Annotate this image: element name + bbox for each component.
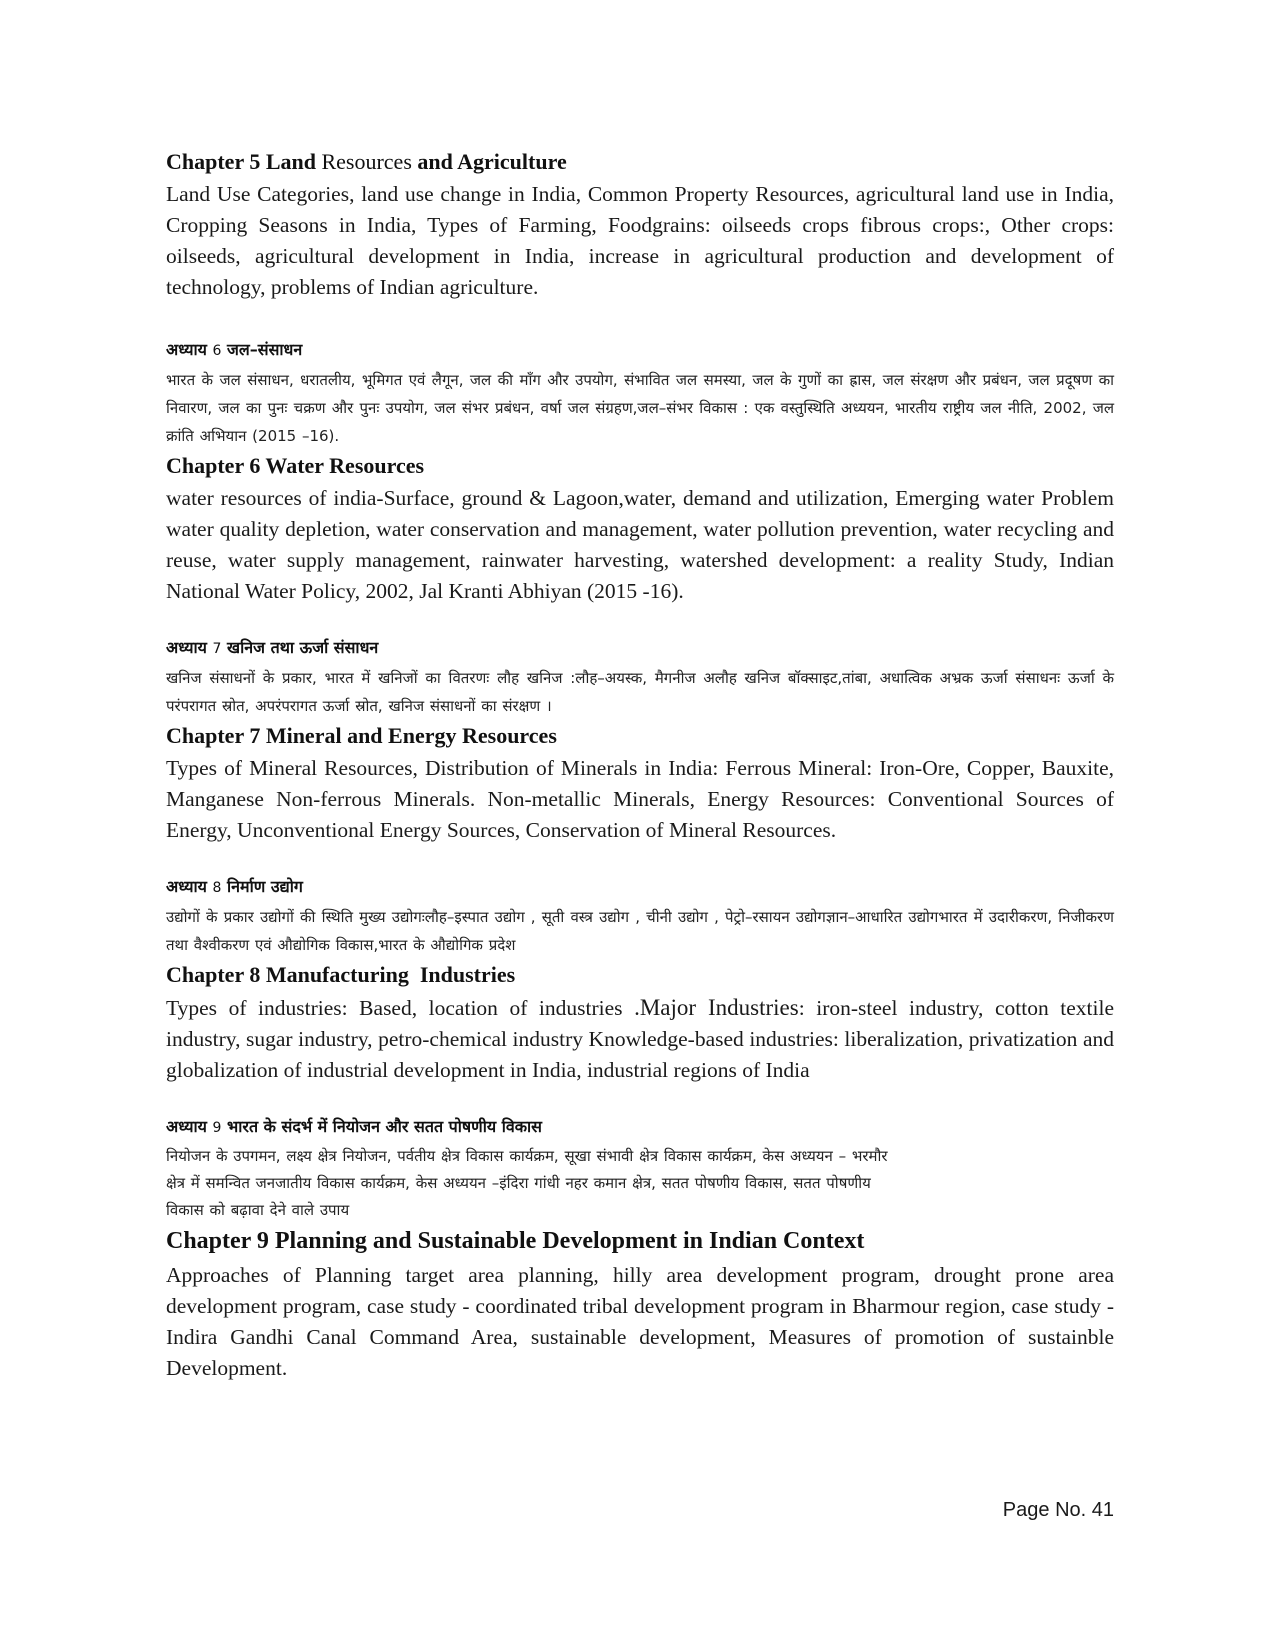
- chapter-8-body: [166, 992, 1114, 1086]
- chapter-8-title-text: Chapter 8 Manufacturing Industries: [166, 962, 516, 987]
- page-number: Page No. 41: [1002, 1499, 1114, 1521]
- chapter-5-title-part-2: Resources: [315, 149, 418, 174]
- chapter-7-hindi-section: [166, 637, 1114, 720]
- chapter-5-section: [166, 148, 1114, 303]
- chapter-7-hindi-title: [166, 637, 1114, 660]
- chapter-9-hindi-title: [166, 1116, 1114, 1139]
- chapter-5-title-part-3: and Agriculture: [417, 149, 567, 174]
- chapter-6-title-text: Chapter 6 Water Resources: [166, 453, 425, 478]
- chapter-9-hindi-section: [166, 1116, 1114, 1224]
- chapter-6-hindi-section: [166, 339, 1114, 450]
- chapter-7-hindi-number: 7: [212, 641, 222, 657]
- chapter-9-hindi-label: अध्याय: [166, 1117, 207, 1136]
- chapter-8-body-major-industries: .Major Industries: [634, 995, 799, 1020]
- chapter-8-hindi-number: 8: [212, 880, 222, 896]
- chapter-8-hindi-section: [166, 876, 1114, 959]
- chapter-7-title: [166, 722, 1114, 750]
- chapter-7-section: [166, 722, 1114, 846]
- chapter-7-body: Types of Mineral Resources, Distribution of Minerals in India: Ferrous Mineral: Iron-Ore, Copper, Bauxite, Manganese Non-ferrous Minerals. Non-metallic Minerals, Energy Resources: Conventional Sources of Energy, Unconventional Energy Sources, Conservation of Mineral Resources.: [166, 756, 1114, 842]
- chapter-7-hindi-heading: खनिज तथा ऊर्जा संसाधन: [227, 638, 379, 657]
- chapter-6-hindi-heading: जल–संसाधन: [227, 340, 303, 359]
- chapter-8-hindi-title: [166, 876, 1114, 899]
- chapter-8-body-part-1: Types of industries: Based, location of industries: [166, 996, 635, 1020]
- chapter-8-hindi-label: अध्याय: [166, 877, 207, 896]
- chapter-8-body-part-2: : iron-steel industry, cotton textile industry, sugar industry, petro-chemical industry Knowledge-based industries: liberalization, privatization and globalization of industrial development in India, industrial regions of India: [166, 996, 1114, 1082]
- chapter-9-hindi-line-1: नियोजन के उपगमन, लक्ष्य क्षेत्र नियोजन, पर्वतीय क्षेत्र विकास कार्यक्रम, सूखा संभावी क्षेत्र विकास कार्यक्रम, केस अध्ययन – भरमौर: [166, 1147, 888, 1165]
- chapter-8-title: [166, 961, 1114, 989]
- chapter-6-hindi-number: 6: [212, 343, 222, 359]
- chapter-8-hindi-body: उद्योगों के प्रकार उद्योगों की स्थिति मुख्य उद्योगःलौह–इस्पात उद्योग , सूती वस्त्र उद्योग , चीनी उद्योग , पेट्रो–रसायन उद्योगज्ञान–आधारित उद्योगभारत में उदारीकरण, निजीकरण तथा वैश्वीकरण एवं औद्योगिक विकास,भारत के औद्योगिक प्रदेश: [166, 908, 1114, 954]
- chapter-6-title: [166, 452, 1114, 480]
- chapter-6-hindi-title: [166, 339, 1114, 362]
- chapter-7-title-text: Chapter 7 Mineral and Energy Resources: [166, 723, 557, 748]
- document-page: [166, 148, 1114, 1384]
- chapter-6-section: [166, 452, 1114, 607]
- chapter-9-hindi-heading: भारत के संदर्भ में नियोजन और सतत पोषणीय विकास: [227, 1117, 542, 1136]
- chapter-7-hindi-body: खनिज संसाधनों के प्रकार, भारत में खनिजों का वितरणः लौह खनिज :लौह–अयस्क, मैगनीज अलौह खनिज बॉक्साइट,तांबा, अधात्विक अभ्रक ऊर्जा संसाधनः ऊर्जा के परंपरागत स्रोत, अपरंपरागत ऊर्जा स्रोत, खनिज संसाधनों का संरक्षण ।: [166, 669, 1114, 715]
- chapter-9-hindi-line-3: विकास को बढ़ावा देने वाले उपाय: [166, 1201, 350, 1219]
- chapter-9-body: Approaches of Planning target area planning, hilly area development program, drought prone area development program, case study - coordinated tribal development program in Bharmour region, case study - Indira Gandhi Canal Command Area, sustainable development, Measures of promotion of sustainble Development.: [166, 1263, 1114, 1380]
- chapter-9-section: [166, 1226, 1114, 1384]
- chapter-9-hindi-body: [166, 1143, 1114, 1224]
- chapter-6-body: water resources of india-Surface, ground & Lagoon,water, demand and utilization, Emerging water Problem water quality depletion, water conservation and management, water pollution prevention, water recycling and reuse, water supply management, rainwater harvesting, watershed development: a reality Study, Indian National Water Policy, 2002, Jal Kranti Abhiyan (2015 -16).: [166, 486, 1114, 603]
- chapter-5-title: [166, 148, 1114, 176]
- chapter-8-hindi-heading: निर्माण उद्योग: [227, 877, 303, 896]
- chapter-9-hindi-number: 9: [212, 1120, 222, 1136]
- chapter-5-body: Land Use Categories, land use change in India, Common Property Resources, agricultural land use in India, Cropping Seasons in India, Types of Farming, Foodgrains: oilseeds crops fibrous crops:, Other crops: oilseeds, agricultural development in India, increase in agricultural production and development of technology, problems of Indian agriculture.: [166, 182, 1114, 299]
- chapter-6-hindi-label: अध्याय: [166, 340, 207, 359]
- chapter-6-hindi-body: भारत के जल संसाधन, धरातलीय, भूमिगत एवं लैगून, जल की माँग और उपयोग, संभावित जल समस्या, जल के गुणों का ह्रास, जल संरक्षण और प्रबंधन, जल प्रदूषण का निवारण, जल का पुनः चक्रण और पुनः उपयोग, जल संभर प्रबंधन, वर्षा जल संग्रहण,जल–संभर विकास : एक वस्तुस्थिति अध्ययन, भारतीय राष्ट्रीय जल नीति, 2002, जल क्रांति अभियान (2015 –16).: [166, 371, 1114, 445]
- chapter-7-hindi-label: अध्याय: [166, 638, 207, 657]
- chapter-5-title-part-1: Chapter 5 Land: [166, 149, 316, 174]
- chapter-9-title: Chapter 9 Planning and Sustainable Development in Indian Context: [166, 1228, 865, 1254]
- chapter-8-section: [166, 961, 1114, 1086]
- chapter-9-hindi-line-2: क्षेत्र में समन्वित जनजातीय विकास कार्यक्रम, केस अध्ययन –इंदिरा गांधी नहर कमान क्षेत्र, सतत पोषणीय विकास, सतत पोषणीय: [166, 1174, 871, 1192]
